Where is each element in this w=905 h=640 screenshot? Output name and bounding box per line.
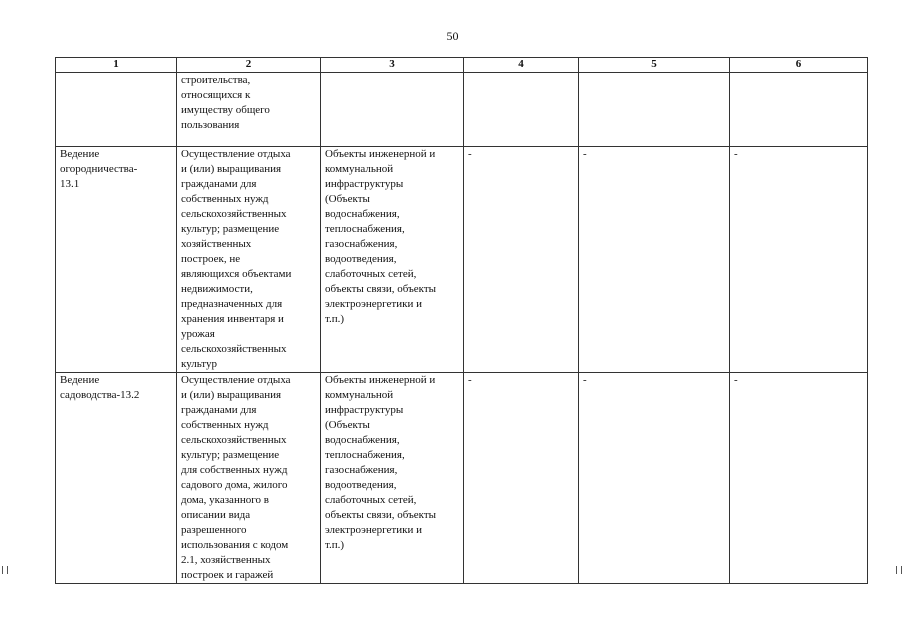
cell-text: - — [734, 148, 738, 160]
cell-auxiliary-objects — [321, 147, 464, 373]
cell-use-type — [56, 147, 177, 373]
cell-text: Объекты инженерной и коммунальной инфраструктуры (Объекты водоснабжения, теплоснабжения, газоснабжения, водоотведения, слаботочных сетей, объекты связи, объекты электроэнергетики и т.п.) — [325, 148, 437, 325]
column-header-1: 1 — [56, 58, 177, 73]
cell-text: строительства, относящихся к имуществу общего пользования — [181, 74, 270, 131]
column-header-5: 5 — [579, 58, 730, 73]
cell-text: - — [583, 148, 587, 160]
cell-text: Осуществление отдыха и (или) выращивания гражданами для собственных нужд сельскохозяйственных культур; размещение хозяйственных построек, не являющихся объектами недвижимости, предназначенных для хранения инвентаря и урожая сельскохозяйственных культур — [181, 148, 292, 370]
zoning-table — [55, 57, 868, 584]
cell-text: - — [583, 374, 587, 386]
page-number: 50 — [446, 29, 459, 43]
cell-col-6 — [730, 373, 868, 584]
cell-text: Ведение садоводства-13.2 — [60, 374, 140, 401]
table-row — [56, 373, 868, 584]
scan-edge-mark-left — [2, 566, 8, 574]
cell-text: - — [734, 374, 738, 386]
cell-use-description — [177, 73, 321, 147]
cell-text: Осуществление отдыха и (или) выращивания гражданами для собственных нужд сельскохозяйственных культур; размещение для собственных нужд садового дома, жилого дома, указанного в описании вида разрешенного использования с кодом 2.1, хозяйственных построек и гаражей — [181, 374, 291, 581]
cell-text: - — [468, 374, 472, 386]
table-row — [56, 147, 868, 373]
cell-col-5 — [579, 147, 730, 373]
cell-text: - — [468, 148, 472, 160]
column-header-3: 3 — [321, 58, 464, 73]
cell-col-4 — [464, 73, 579, 147]
column-header-2: 2 — [177, 58, 321, 73]
column-header-6: 6 — [730, 58, 868, 73]
cell-col-6 — [730, 73, 868, 147]
cell-col-5 — [579, 73, 730, 147]
cell-use-type — [56, 73, 177, 147]
cell-col-5 — [579, 373, 730, 584]
cell-text: Объекты инженерной и коммунальной инфраструктуры (Объекты водоснабжения, теплоснабжения, газоснабжения, водоотведения, слаботочных сетей, объекты связи, объекты электроэнергетики и т.п.) — [325, 374, 437, 551]
cell-auxiliary-objects — [321, 373, 464, 584]
cell-use-type — [56, 373, 177, 584]
cell-text: Ведение огородничества- 13.1 — [60, 148, 138, 190]
table-row — [56, 73, 868, 147]
column-header-4: 4 — [464, 58, 579, 73]
cell-col-6 — [730, 147, 868, 373]
cell-col-4 — [464, 147, 579, 373]
cell-auxiliary-objects — [321, 73, 464, 147]
cell-use-description — [177, 373, 321, 584]
cell-col-4 — [464, 373, 579, 584]
scan-edge-mark-right — [896, 566, 902, 574]
cell-use-description — [177, 147, 321, 373]
table-header-row — [56, 58, 868, 73]
